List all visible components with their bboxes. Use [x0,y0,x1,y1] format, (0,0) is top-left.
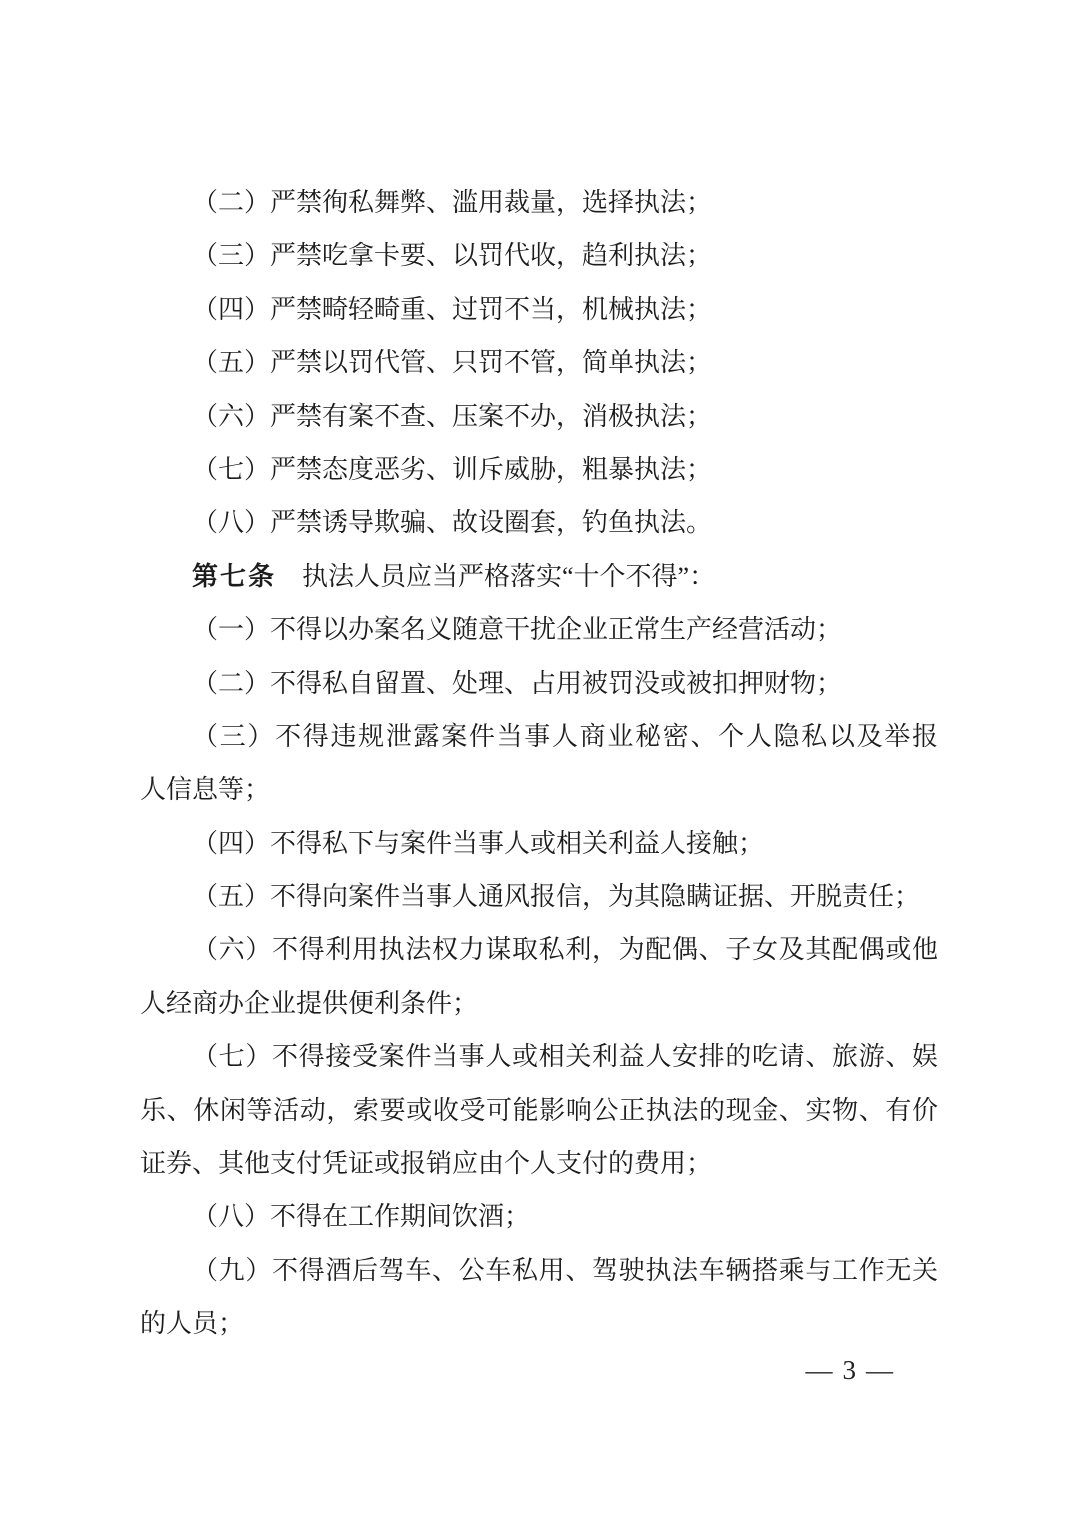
page-number-dash-right: — [866,1355,893,1385]
paragraph [140,603,938,656]
document-line: （三）不得违规泄露案件当事人商业秘密、个人隐私以及举报 [192,721,938,751]
document-line: （八）严禁诱导欺骗、故设圈套，钓鱼执法。 [192,508,713,538]
heading-text: 执法人员应当严格落实“十个不得”： [302,561,716,591]
article-number: 第七条 [192,560,277,591]
paragraph [140,1030,938,1190]
paragraph [140,336,938,389]
document-line: （五）不得向案件当事人通风报信，为其隐瞒证据、开脱责任； [192,882,921,912]
paragraph [140,283,938,336]
document-line: 人信息等； [140,775,271,805]
document-line: 人经商办企业提供便利条件； [140,988,479,1018]
paragraph [140,1244,938,1351]
text-block [140,176,938,1351]
paragraph [140,657,938,710]
document-line: （三）严禁吃拿卡要、以罚代收，趋利执法； [192,241,713,271]
paragraph [140,817,938,870]
document-line: （五）严禁以罚代管、只罚不管，简单执法； [192,348,713,378]
document-line: （六）严禁有案不查、压案不办，消极执法； [192,401,713,431]
document-line: （二）不得私自留置、处理、占用被罚没或被扣押财物； [192,668,843,698]
page-number-value: 3 [842,1355,856,1385]
paragraph [140,710,938,817]
paragraph [140,390,938,443]
paragraph [140,229,938,282]
footer-page-number [796,1348,904,1393]
page-number-dash-left: — [805,1355,833,1385]
document-line: （四）严禁畸轻畸重、过罚不当，机械执法； [192,294,713,324]
document-line: （七）严禁态度恶劣、训斥威胁，粗暴执法； [192,454,713,484]
paragraph [140,1190,938,1243]
paragraph [140,176,938,229]
document-line: （七）不得接受案件当事人或相关利益人安排的吃请、旅游、娱 [192,1042,938,1072]
document-line: （二）严禁徇私舞弊、滥用裁量，选择执法； [192,188,713,217]
document-line: （六）不得利用执法权力谋取私利，为配偶、子女及其配偶或他 [192,935,938,965]
paragraph [140,870,938,923]
document-line: （八）不得在工作期间饮酒； [192,1202,531,1232]
paragraph [140,443,938,496]
document-line: （一）不得以办案名义随意干扰企业正常生产经营活动； [192,615,843,645]
paragraph [140,496,938,549]
document-line: （四）不得私下与案件当事人或相关利益人接触； [192,828,765,858]
document-line: 乐、休闲等活动，索要或收受可能影响公正执法的现金、实物、有价 [140,1095,938,1125]
document-line: （九）不得酒后驾车、公车私用、驾驶执法车辆搭乘与工作无关 [192,1255,938,1285]
document-line: 证券、其他支付凭证或报销应由个人支付的费用； [140,1149,713,1179]
document-line: 的人员； [140,1309,245,1339]
article-heading [140,550,938,603]
document-line [140,550,938,603]
paragraph [140,923,938,1030]
